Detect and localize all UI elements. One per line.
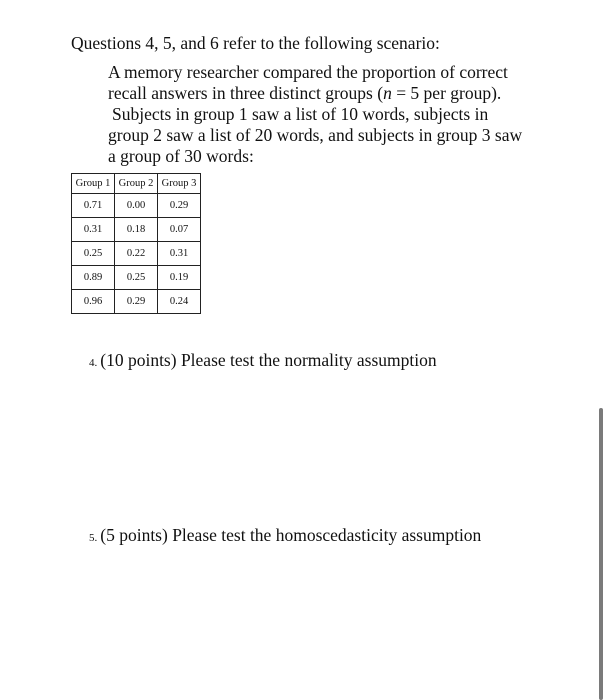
question-number: 5. (89, 532, 98, 544)
table-cell: 0.25 (72, 242, 115, 266)
scenario-heading: Questions 4, 5, and 6 refer to the following scenario: (71, 33, 440, 53)
table-header-row (72, 174, 201, 194)
scenario-line: A memory researcher compared the proportion of correct (108, 62, 508, 82)
table-cell: 0.07 (158, 218, 201, 242)
sample-size-symbol: n (383, 83, 392, 103)
table-row (72, 242, 201, 266)
table-cell: 0.18 (115, 218, 158, 242)
scenario-line-part: recall answers in three distinct groups ( (108, 83, 384, 103)
column-header-group-3: Group 3 (158, 174, 201, 194)
table-cell: 0.31 (72, 218, 115, 242)
table-cell: 0.00 (115, 194, 158, 218)
table-row (72, 290, 201, 314)
question-text: (5 points) Please test the homoscedasticity assumption (100, 525, 482, 545)
table-cell: 0.71 (72, 194, 115, 218)
data-table (71, 173, 201, 314)
question-text: (10 points) Please test the normality assumption (100, 350, 437, 370)
scenario-line (108, 83, 548, 104)
column-header-group-2: Group 2 (115, 174, 158, 194)
table-cell: 0.89 (72, 266, 115, 290)
table-cell: 0.19 (158, 266, 201, 290)
scenario-line-part: = 5 per group). (391, 83, 502, 103)
table-cell: 0.31 (158, 242, 201, 266)
column-header-group-1: Group 1 (72, 174, 115, 194)
vertical-scrollbar[interactable] (599, 408, 603, 700)
table-row (72, 266, 201, 290)
table-row (72, 218, 201, 242)
table-cell: 0.25 (115, 266, 158, 290)
question-5 (89, 525, 481, 546)
scenario-line: a group of 30 words: (108, 146, 254, 166)
scenario-line: group 2 saw a list of 20 words, and subjects in group 3 saw (108, 125, 523, 145)
table-cell: 0.29 (115, 290, 158, 314)
scenario-line: Subjects in group 1 saw a list of 10 words, subjects in (112, 104, 489, 124)
question-number: 4. (89, 357, 98, 369)
scenario-text (108, 62, 548, 167)
table-cell: 0.29 (158, 194, 201, 218)
table-cell: 0.22 (115, 242, 158, 266)
table-row (72, 194, 201, 218)
table-cell: 0.24 (158, 290, 201, 314)
question-4 (89, 350, 437, 371)
table-cell: 0.96 (72, 290, 115, 314)
